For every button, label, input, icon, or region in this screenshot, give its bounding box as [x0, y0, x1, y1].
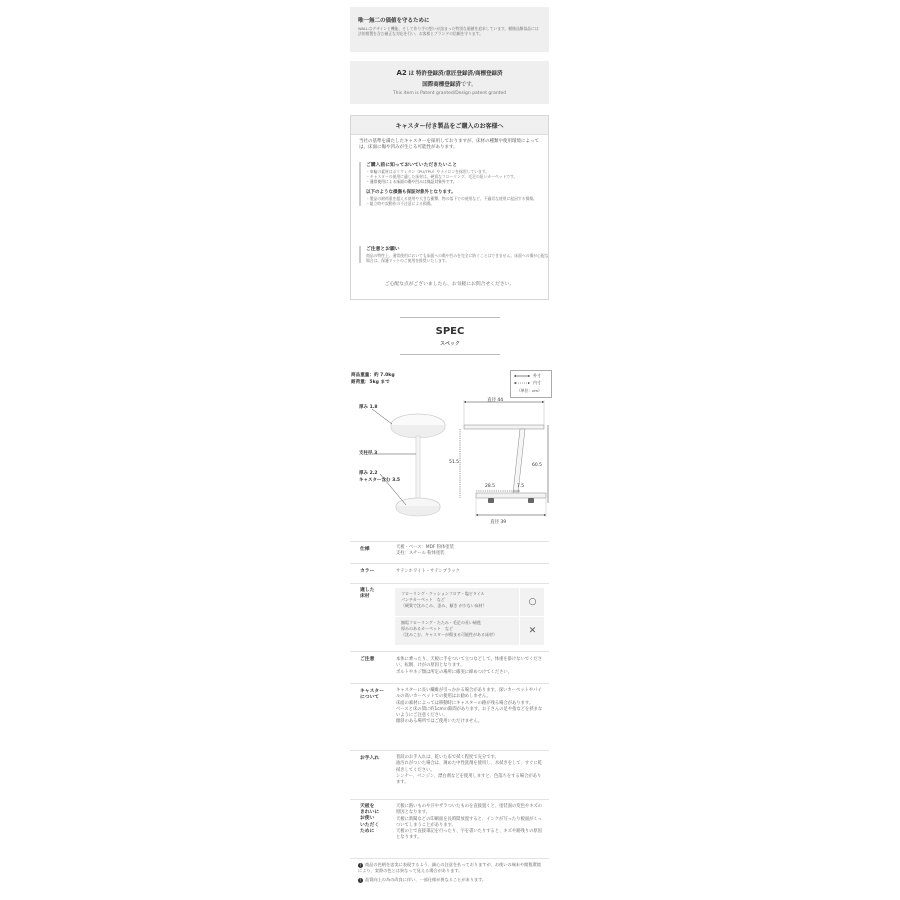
floor-ok-box [395, 588, 544, 616]
footnote-2 [358, 877, 544, 883]
floor-ok-mark: ○ [519, 588, 545, 616]
elevation-top [464, 425, 544, 429]
patent-english: This item is Patent granted/Design patent granted [392, 91, 507, 96]
legend-outer: 外寸 [533, 373, 541, 378]
label-height-outer: 60.5 [532, 463, 543, 468]
spec-row-caster [350, 683, 549, 750]
dimension-legend [510, 370, 552, 398]
clean-label: 天板を きれいに お使い いただく ために [360, 804, 380, 834]
floor-ng-text: 無垢フローリング・たたみ・毛足の長い絨毯 厚みのあるカーペット など （沈みこむ、キャスターが傷まる可能性がある床材） [401, 620, 497, 637]
brand-notice-box [350, 7, 549, 52]
pole-shape [416, 436, 420, 504]
info-icon: ! [359, 877, 362, 883]
patent-text-2-suffix: です。 [460, 82, 477, 88]
caster-footer: ご心配な点がございましたら、お気軽にお問合せください。 [384, 282, 515, 287]
caster-s1-title: ご購入前に知っておいていただきたいこと [366, 163, 458, 168]
caster-notice-title: キャスター付き製品をご購入のお客様へ [395, 123, 504, 130]
info-icon: ! [359, 862, 362, 868]
spec-label: 仕様 [360, 547, 370, 552]
legend-unit: （単位：cm） [517, 388, 542, 393]
caster-notice-header [351, 116, 548, 135]
product-perspective-illustration [350, 400, 460, 530]
label-base-inner: 28.5 [485, 484, 496, 489]
care-label: お手入れ [360, 756, 380, 761]
caster-section-3 [359, 246, 550, 263]
floor-ng-mark: ✕ [519, 617, 545, 645]
caster-notice-box [350, 115, 549, 300]
spec-title: SPEC [435, 326, 465, 337]
patent-text-2: 国際商標登録済 [422, 82, 461, 88]
spec-row-clean [350, 799, 549, 859]
spec-rule-bottom [400, 354, 500, 355]
spec-rule-top [400, 317, 500, 318]
caster-s2-item-1: ・製品の耐荷重を超える使用や大きな衝撃、物の落下での使用など、不適切な使用に起因する損傷。 [366, 195, 537, 201]
load-capacity: 耐荷重：5kg まで [351, 380, 390, 385]
notice-value: 本体に乗ったり、天板に手をついて立つなどして、体重を掛けないでください。転倒、けがの原因となります。 ボルトやネジ類は所定の場所に確実に締めつけてください。 [396, 657, 543, 675]
spec-subtitle: スペック [439, 341, 460, 347]
spec-row-notice [350, 651, 549, 683]
caster-s2-title: 以下のような損傷も保証対象外となります。 [366, 189, 456, 195]
color-label: カラー [360, 569, 375, 574]
caster-s3-title: ご注意とお願い [366, 247, 400, 252]
color-value: サテンホワイト・サテンブラック [396, 569, 460, 574]
label-top-thickness: 厚み 1.8 [359, 405, 378, 410]
spec-row-floor [350, 583, 549, 648]
elevation-base [476, 493, 546, 498]
caster-intro: 当社の基準を満たしたキャスターを採用しておりますが、床材の種類や使用環境によっては、床面に傷や凹みが生じる可能性があります。 [359, 139, 539, 151]
brand-notice-heading: 唯一無二の価値を守るために [358, 18, 430, 24]
spec-header [400, 317, 500, 357]
spec-value: 天板・ベース：MDF 粉体塗装 支柱：スチール 粉体塗装 [396, 545, 454, 557]
caster-label: キャスター について [360, 689, 384, 701]
patent-text-1: は 特許登録済/意匠登録済/商標登録済 [408, 71, 503, 77]
brand-notice-body: WALLはデザインと機能、そして作り手の想いが詰まった特別な価値を追求しています。模倣品類似品には法的措置を含む厳正な対応を行い、お客様とブランドの信頼を守ります。 [358, 26, 539, 37]
spec-row-color [350, 563, 549, 584]
footnote-2-text: 品質向上の為の改良に伴い、一部仕様が異なることがあります。 [365, 877, 487, 882]
caster-s1-item-2: ・キャスターの使用に適した床材は、硬質なフローリング、毛足の短いカーペットです。 [366, 174, 518, 180]
label-top-diameter: 直径 44 [487, 398, 504, 403]
floor-ok-text: フローリング・クッションフロア・塩ビタイル パンチカーペット など （硬質で沈みこみ、歪み、傾き が少ない床材） [401, 591, 487, 608]
patent-model: A2 [396, 69, 407, 77]
legend-inner: 内寸 [533, 380, 541, 385]
floor-ng-box [395, 617, 544, 645]
footnote-1-text: 商品の色柄を忠実に表現するよう、細心の注意を払っておりますが、お使いの端末や閲覧環境により、実際の色とは異なって見える場合があります。 [358, 862, 541, 873]
label-caster: キャスター含む 3.5 [359, 478, 401, 483]
floor-label: 適した 床材 [360, 588, 375, 600]
spec-row-spec [350, 541, 549, 564]
caster-s1-item-3: ・通常使用による床面の傷や凹みは保証対象外です。 [366, 179, 457, 185]
caster-s2-item-2: ・組立時や誤動作の不注意による損傷。 [366, 200, 435, 206]
care-value: 普段のお手入れは、乾いた布で拭く程度で充分です。 油汚れがついた場合は、薄めた中性洗剤を使用し、水拭きをして、すぐに乾拭きしてください。 シンナー、ベンジン、漂白剤などを使用しますと、色落ちをする場合があります。 [396, 755, 543, 786]
label-pole: 支柱径 3 [359, 451, 378, 456]
label-base-diameter: 直径 39 [490, 520, 507, 525]
caster-s1-item-1: ・車輪の素材はポリウレタン（PU/TPU）やナイロンを採用しています。 [366, 169, 490, 174]
clean-value: 天板に熱いものや汗やザラついたものを直接置くと、塗装面の変色やキズの原因となります。 天板に新聞などの印刷面を長時間放置すると、インクが写ったり板面がくっついてしまうことがあります。 天板の上で直接筆記を行ったり、字を書いたりすると、キズや跡残りの原因となります。 [396, 804, 543, 841]
footnote-1 [358, 862, 544, 874]
notice-label: ご注意 [360, 657, 375, 662]
caster-s3-body: 商品の特性上、通常使用においても床面への傷や凹みを完全に防ぐことはできません。床面への傷が心配な場合は、保護マットのご使用を推奨いたします。 [366, 253, 549, 264]
patent-box [350, 61, 549, 104]
label-height-inner: 51.5 [449, 460, 460, 465]
label-pole-offset: 7.5 [517, 484, 525, 489]
patent-line1 [350, 69, 549, 77]
product-weight: 商品重量：約 7.0kg [351, 373, 395, 378]
caster-value: キャスターに長い繊維が引っかかる場合があります。深いカーペットやパイルの高いカーペットでの使用はお勧めしません。 床面の素材によっては移動時にキャスターの跡が残る場合があります。 ベースと床の間に約1cmの隙間があります。お子さんの足や指などを挟まないようにご注意ください。 傾斜のある場所ではご使用いただけません。 [396, 688, 543, 725]
label-base-thickness: 厚み 2.2 [359, 471, 378, 476]
patent-line2 [350, 80, 549, 88]
caster-section-1 [359, 162, 550, 206]
spec-row-care [350, 750, 549, 798]
